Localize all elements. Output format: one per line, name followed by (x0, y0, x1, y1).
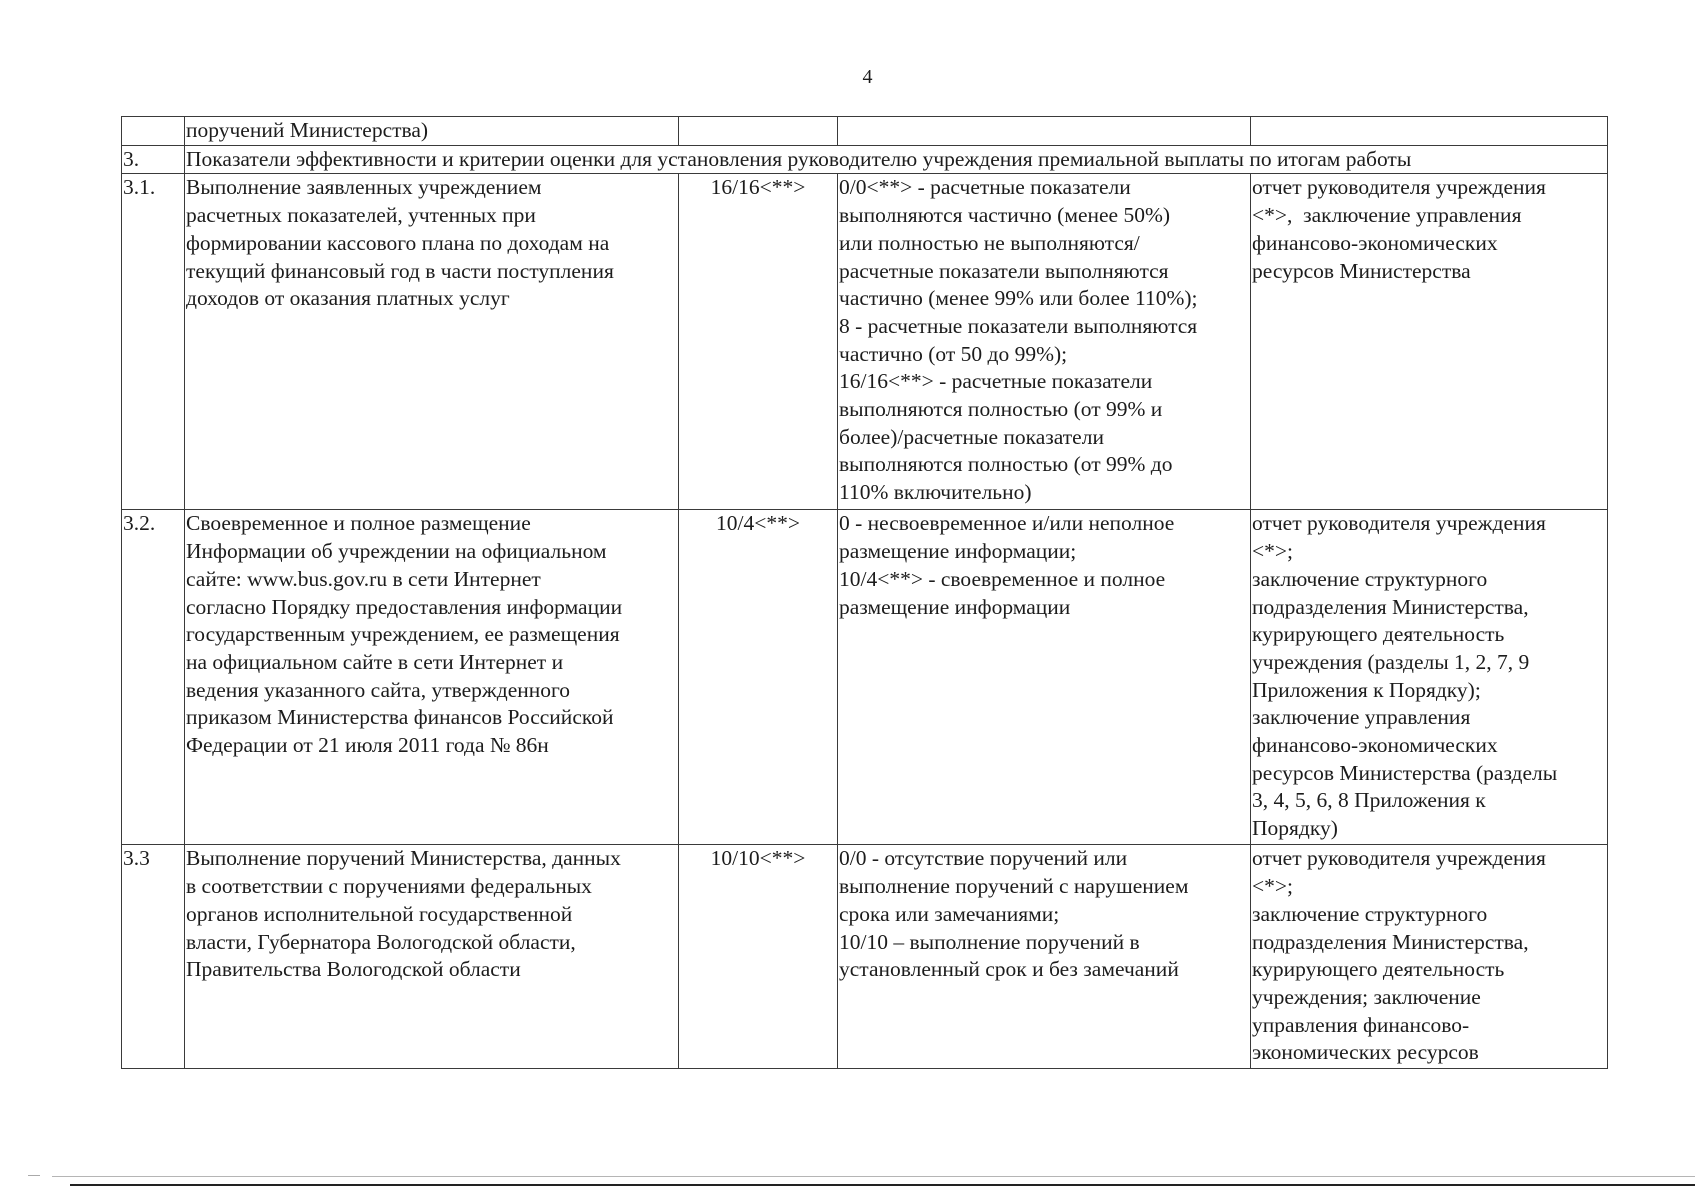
table-cell (679, 117, 838, 146)
table-row (122, 510, 1608, 845)
scan-edge-line (52, 1176, 1695, 1177)
row-number: 3.2. (122, 510, 185, 845)
table-cell (838, 117, 1251, 146)
source-cell: отчет руководителя учреждения <*>, заключение управления финансово-экономических ресурсов Министерства (1251, 174, 1608, 510)
table-row (122, 845, 1608, 1069)
source-cell: отчет руководителя учреждения <*>; заключение структурного подразделения Министерства, курирующего деятельность учреждения (разделы 1, 2, 7, 9 Приложения к Порядку); заключение управления финансово-экономических ресурсов Министерства (разделы 3, 4, 5, 6, 8 Приложения к Порядку) (1251, 510, 1608, 845)
score-cell: 10/4<**> (679, 510, 838, 845)
row-number: 3.3 (122, 845, 185, 1069)
criteria-cell: 0/0<**> - расчетные показатели выполняются частично (менее 50%) или полностью не выполняются/ расчетные показатели выполняются частично (менее 99% или более 110%); 8 - расчетные показатели выполняются частично (от 50 до 99%); 16/16<**> - расчетные показатели выполняются полностью (от 99% и более)/расчетные показатели выполняются полностью (от 99% до 110% включительно) (838, 174, 1251, 510)
table-row (122, 117, 1608, 146)
section-heading: Показатели эффективности и критерии оценки для установления руководителю учреждения премиальной выплаты по итогам работы (185, 145, 1608, 174)
table-cell (1251, 117, 1608, 146)
row-number: 3.1. (122, 174, 185, 510)
table-row (122, 174, 1608, 510)
indicator-cell: поручений Министерства) (185, 117, 679, 146)
criteria-table (121, 116, 1608, 1069)
row-number: 3. (122, 145, 185, 174)
score-cell: 10/10<**> (679, 845, 838, 1069)
criteria-cell: 0/0 - отсутствие поручений или выполнение поручений с нарушением срока или замечаниями; 10/10 – выполнение поручений в установленный срок и без замечаний (838, 845, 1251, 1069)
section-heading-row (122, 145, 1608, 174)
indicator-cell: Выполнение поручений Министерства, данных в соответствии с поручениями федеральных органов исполнительной государственной власти, Губернатора Вологодской области, Правительства Вологодской области (185, 845, 679, 1069)
score-cell: 16/16<**> (679, 174, 838, 510)
source-cell: отчет руководителя учреждения <*>; заключение структурного подразделения Министерства, курирующего деятельность учреждения; заключение управления финансово- экономических ресурсов (1251, 845, 1608, 1069)
indicator-cell: Выполнение заявленных учреждением расчетных показателей, учтенных при формировании кассового плана по доходам на текущий финансовый год в части поступления доходов от оказания платных услуг (185, 174, 679, 510)
scan-edge-line (70, 1184, 1695, 1186)
indicator-cell: Своевременное и полное размещение Информации об учреждении на официальном сайте: www.bus.gov.ru в сети Интернет согласно Порядку предоставления информации государственным учреждением, ее размещения на официальном сайте в сети Интернет и ведения указанного сайта, утвержденного приказом Министерства финансов Российской Федерации от 21 июля 2011 года № 86н (185, 510, 679, 845)
criteria-cell: 0 - несвоевременное и/или неполное размещение информации; 10/4<**> - своевременное и полное размещение информации (838, 510, 1251, 845)
page-number: 4 (862, 66, 873, 88)
scan-artifact (28, 1175, 40, 1176)
table-cell (122, 117, 185, 146)
